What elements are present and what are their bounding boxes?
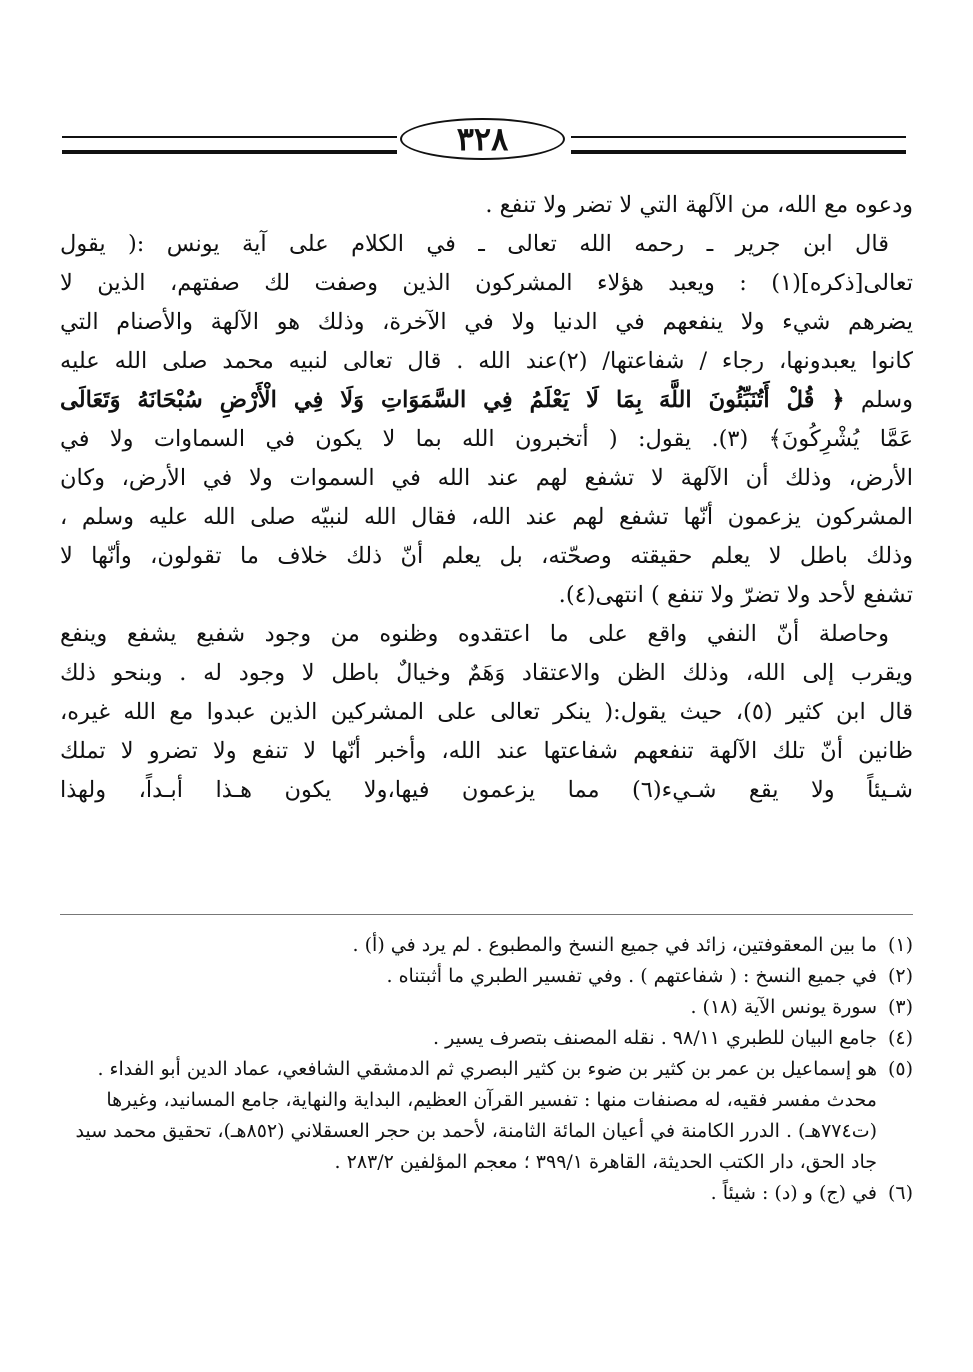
quran-verse-line — [60, 381, 913, 420]
text-line: وذلك باطل لا يعلم حقيقته وصحّته، بل يعلم أنّ ذلك خلاف ما تقولون، وأنّها لا — [60, 543, 913, 569]
footnote — [60, 930, 913, 961]
text-line: ويقرب إلى الله، وذلك الظن والاعتقاد وَهَمٌ وخيالٌ باطل لا وجود له . وبنحو ذلك — [60, 660, 913, 686]
footnote-number: (٤) — [887, 1027, 913, 1049]
footnote — [60, 992, 913, 1023]
header-rule-left — [62, 136, 397, 154]
text-line: الأرض، وذلك أن الآلهة لا تشفع لهم عند الله في السموات ولا في الأرض، وكان — [60, 465, 913, 491]
text-line: ودعوه مع الله، من الآلهة التي لا تضر ولا تنفع . — [485, 192, 913, 218]
header-rule-right — [571, 136, 906, 154]
footnotes — [60, 930, 913, 1209]
text-line: قال ابن كثير (٥)، حيث يقول:( ينكر تعالى على المشركين الذين عبدوا مع الله غيره، — [60, 699, 913, 725]
quran-verse: ﴿ قُلْ أَتُنَبِّئُونَ اللَّهَ بِمَا لَا يَعْلَمُ فِي السَّمَوَاتِ وَلَا فِي الْأَرْضِ سُبْحَانَهُ وَتَعَالَى — [60, 387, 845, 413]
footnote-separator — [60, 914, 913, 915]
footnote — [60, 1054, 913, 1178]
footnote-text: هو إسماعيل بن عمر بن كثير بن ضوء بن كثير البصري ثم الدمشقي الشافعي، عماد الدين أبو الفداء . محدث مفسر فقيه، له مصنفات منها : تفسير القرآن العظيم، البداية والنهاية، جامع المسانيد، وغيرها (ت٧٧٤هـ) . الدرر الكامنة في أعيان المائة الثامنة، لأحمد بن حجر العسقلاني (٨٥٢هـ)، تحقيق محمد سيد جاد الحق، دار الكتب الحديثة، القاهرة ٣٩٩/١ ؛ معجم المؤلفين ٢٨٣/٢ . — [75, 1058, 877, 1173]
text-line: عَمَّا يُشْرِكُونَ﴾ (٣). يقول: ( أتخبرون الله بما لا يكون في السماوات ولا في — [60, 426, 913, 452]
text-line: كانوا يعبدونها، رجاء / شفاعتها/ (٢)عند الله . قال تعالى لنبيه محمد صلى الله عليه — [60, 348, 913, 374]
text-line: المشركون يزعمون أنّها تشفع لهم عند الله، فقال الله لنبيّه صلى الله عليه وسلم ، — [60, 504, 913, 530]
footnote — [60, 1023, 913, 1054]
footnote-text: ما بين المعقوفتين، زائد في جميع النسخ والمطبوع . لم يرد في (أ) . — [352, 934, 877, 956]
quran-prefix: وسلم — [860, 387, 914, 413]
text-line: شـيئاً ولا يقع شـيء(٦) مما يزعمون فيها،ولا يكون هـذا أبـداً، ولهذا — [60, 777, 913, 803]
main-text — [60, 186, 913, 810]
text-line: تعالى[ذكره](١) : ويعبد هؤلاء المشركون الذين وصفت لك صفتهم، الذين لا — [60, 270, 913, 296]
text-line: قال ابن جرير ـ رحمه الله تعالى ـ في الكلام على آية يونس :( يقول — [60, 231, 889, 257]
footnote-text: سورة يونس الآية (١٨) . — [690, 996, 877, 1018]
footnote-number: (١) — [887, 934, 913, 956]
footnote-text: جامع البيان للطبري ٩٨/١١ . نقله المصنف بتصرف يسير . — [433, 1027, 877, 1049]
footnote-text: في جميع النسخ : ( شفاعتهم ) . وفي تفسير الطبري ما أثبتناه . — [386, 965, 877, 987]
footnote — [60, 961, 913, 992]
footnote — [60, 1178, 913, 1209]
text-line: تشفع لأحد ولا تضرّ ولا تنفع ) انتهى(٤). — [558, 582, 913, 608]
footnote-number: (٦) — [887, 1182, 913, 1204]
footnote-text: في (ج) و (د) : شيئاً . — [710, 1182, 877, 1204]
footnote-number: (٣) — [887, 996, 913, 1018]
page-number: ٣٢٨ — [400, 118, 565, 160]
page-header — [62, 118, 906, 164]
footnote-number: (٥) — [887, 1058, 913, 1080]
text-line: ظانين أنّ تلك الآلهة تنفعهم شفاعتها عند الله، وأخبر أنّها لا تنفع ولا تضرو لا تملك — [60, 738, 913, 764]
text-line: يضرهم شيء ولا ينفعهم في الدنيا ولا في الآخرة، وذلك هو الآلهة والأصنام التي — [60, 309, 913, 335]
text-line: وحاصلة أنّ النفي واقع على ما اعتقدوه وظنوه من وجود شفيع يشفع وينفع — [60, 621, 889, 647]
footnote-number: (٢) — [887, 965, 913, 987]
